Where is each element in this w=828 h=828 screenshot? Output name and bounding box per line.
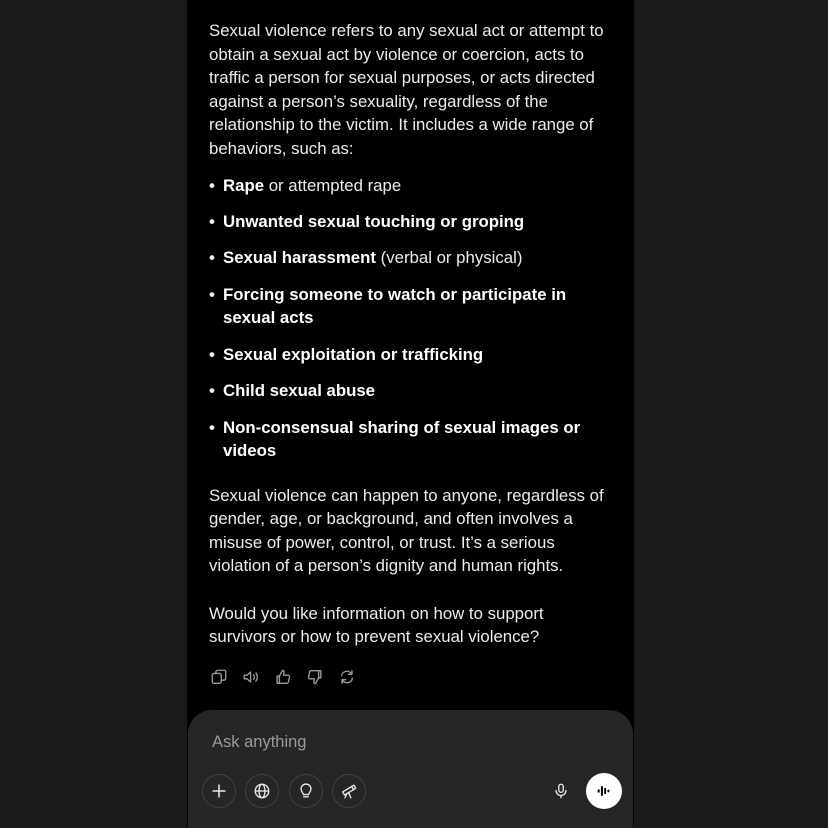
bullet: •: [209, 175, 215, 195]
message-question: Would you like information on how to support survivors or how to prevent sexual violence?: [209, 603, 544, 647]
chat-screen: [187, 0, 634, 828]
assistant-message: [209, 19, 614, 649]
bullet: •: [209, 417, 215, 437]
bullet: •: [209, 344, 215, 364]
list-item: [209, 283, 614, 330]
list-item-bold: Sexual exploitation or trafficking: [223, 344, 484, 364]
bullet: •: [209, 248, 215, 268]
list-item-bold: Child sexual abuse: [223, 381, 376, 401]
copy-icon[interactable]: [209, 667, 229, 687]
thumbs-up-icon[interactable]: [273, 667, 293, 687]
list-item-bold: Non-consensual sharing of sexual images or videos: [223, 417, 581, 461]
list-item-rest: (verbal or physical): [375, 248, 523, 268]
microphone-icon[interactable]: [544, 774, 578, 808]
behaviors-list: [209, 174, 614, 463]
bullet: •: [209, 284, 215, 304]
read-aloud-icon[interactable]: [241, 667, 261, 687]
voice-mode-icon[interactable]: [586, 773, 622, 809]
lightbulb-icon[interactable]: [289, 774, 323, 808]
message-intro: Sexual violence refers to any sexual act or attempt to obtain a sexual act by violence or coercion, acts to traffic a person for sexual purposes, or acts directed against a person’s sexuality, regardless of the relationship to the victim. It includes a wide range of behaviors, such as:: [209, 21, 604, 158]
list-item: [209, 174, 614, 198]
list-item-bold: Sexual harassment: [223, 248, 376, 268]
composer: [188, 710, 633, 828]
list-item-rest: or attempted rape: [264, 175, 402, 195]
regenerate-icon[interactable]: [337, 667, 357, 687]
list-item-bold: Unwanted sexual touching or groping: [223, 211, 525, 231]
telescope-icon[interactable]: [332, 774, 366, 808]
thumbs-down-icon[interactable]: [305, 667, 325, 687]
plus-icon[interactable]: [202, 774, 236, 808]
bullet: •: [209, 211, 215, 231]
bullet: •: [209, 381, 215, 401]
list-item-bold: Rape: [223, 175, 265, 195]
message-summary: Sexual violence can happen to anyone, regardless of gender, age, or background, and often involves a misuse of power, control, or trust. It’s a serious violation of a person’s dignity and human rights.: [209, 485, 604, 576]
message-actions: [209, 666, 357, 688]
list-item-bold: Forcing someone to watch or participate in sexual acts: [223, 284, 567, 328]
globe-icon[interactable]: [245, 774, 279, 808]
ask-input[interactable]: [210, 728, 594, 756]
list-item: [209, 246, 614, 270]
list-item: [209, 343, 614, 367]
list-item: [209, 379, 614, 403]
list-item: [209, 210, 614, 234]
list-item: [209, 416, 614, 463]
